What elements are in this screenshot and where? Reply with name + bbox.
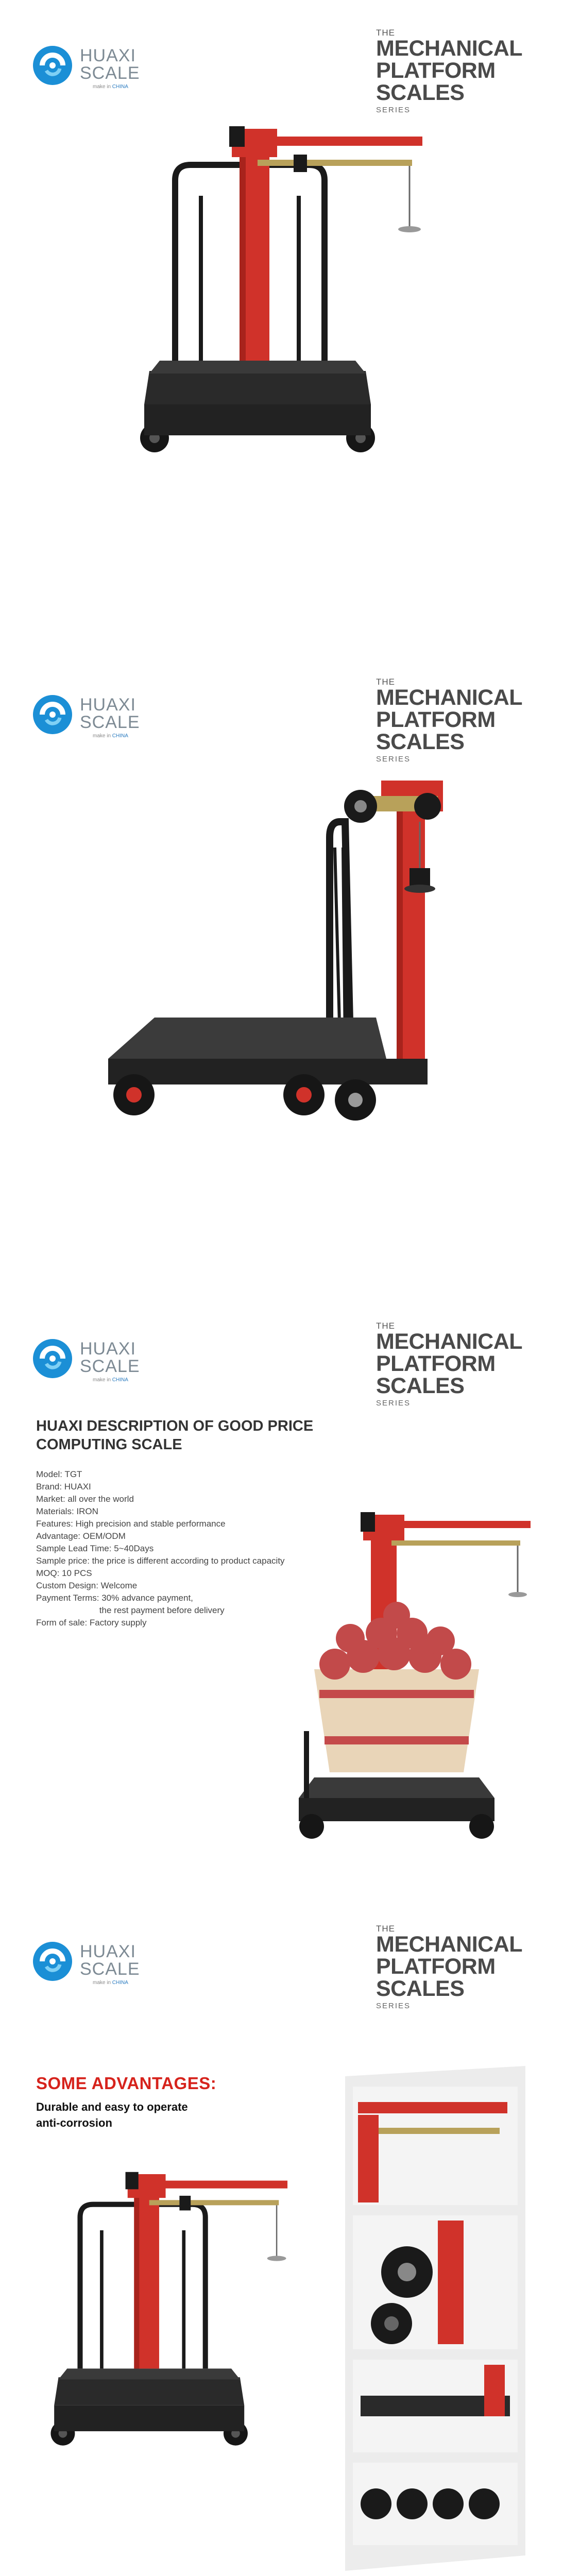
detail-collage (335, 2066, 531, 2571)
panel-advantages (0, 1896, 563, 2576)
advantage-2: anti-corrosion (36, 2116, 112, 2129)
spec-row: Payment Terms: 30% advance payment, (36, 1593, 193, 1603)
brand-tagline: make in CHINA (93, 84, 128, 90)
spec-row: Materials: IRON (36, 1506, 98, 1516)
huaxi-logo-icon (31, 693, 75, 737)
brand-logo (31, 44, 155, 90)
panel-side-view (0, 649, 563, 1293)
title-line2: PLATFORM (376, 58, 496, 83)
title-series: SERIES (376, 106, 411, 114)
spec-row: Sample price: the price is different according to product capacity (36, 1556, 285, 1566)
panel-hero (0, 0, 563, 649)
spec-row: Model: TGT (36, 1469, 82, 1479)
spec-row: Market: all over the world (36, 1494, 134, 1504)
huaxi-logo-icon (31, 1337, 75, 1381)
spec-row: Features: High precision and stable performance (36, 1519, 226, 1529)
huaxi-logo-icon (31, 44, 75, 88)
spec-row: Custom Design: Welcome (36, 1581, 138, 1590)
spec-row: Advantage: OEM/ODM (36, 1531, 126, 1541)
apple-basket-icon (319, 1602, 471, 1680)
series-title: THE MECHANICAL PLATFORM SCALES SERIES (376, 1321, 523, 1408)
title-line1: MECHANICAL (376, 36, 523, 61)
title-line3: SCALES (376, 80, 465, 105)
platform-scale-icon (129, 118, 448, 459)
description-title: HUAXI DESCRIPTION OF GOOD PRICE COMPUTING SCALE (36, 1418, 314, 1453)
spec-row: Sample Lead Time: 5~40Days (36, 1544, 154, 1553)
brand-name-1: HUAXI (80, 46, 136, 65)
brand-logo: HUAXI SCALE make in CHINA (31, 1337, 155, 1383)
brand-logo: HUAXI SCALE make in CHINA (31, 693, 155, 739)
brand-name-2: SCALE (80, 63, 140, 83)
title-the: THE (376, 28, 395, 38)
series-title: THE MECHANICAL PLATFORM SCALES SERIES (376, 1924, 523, 2010)
spec-row: the rest payment before delivery (36, 1605, 225, 1615)
brand-logo: HUAXI SCALE make in CHINA (31, 1940, 155, 1986)
huaxi-logo-icon (31, 1940, 75, 1984)
spec-row: Brand: HUAXI (36, 1482, 91, 1492)
series-title: THE MECHANICAL PLATFORM SCALES SERIES (376, 677, 523, 764)
series-title (376, 28, 546, 114)
spec-row: MOQ: 10 PCS (36, 1568, 92, 1578)
platform-scale-side-icon (88, 765, 500, 1136)
panel-description (0, 1293, 563, 1896)
advantages-heading: SOME ADVANTAGES: (36, 2074, 217, 2093)
spec-row: Form of sale: Factory supply (36, 1618, 147, 1628)
advantage-1: Durable and easy to operate (36, 2100, 188, 2113)
apple-basket-scale-icon (299, 1510, 536, 1844)
platform-scale-icon (41, 2164, 309, 2452)
